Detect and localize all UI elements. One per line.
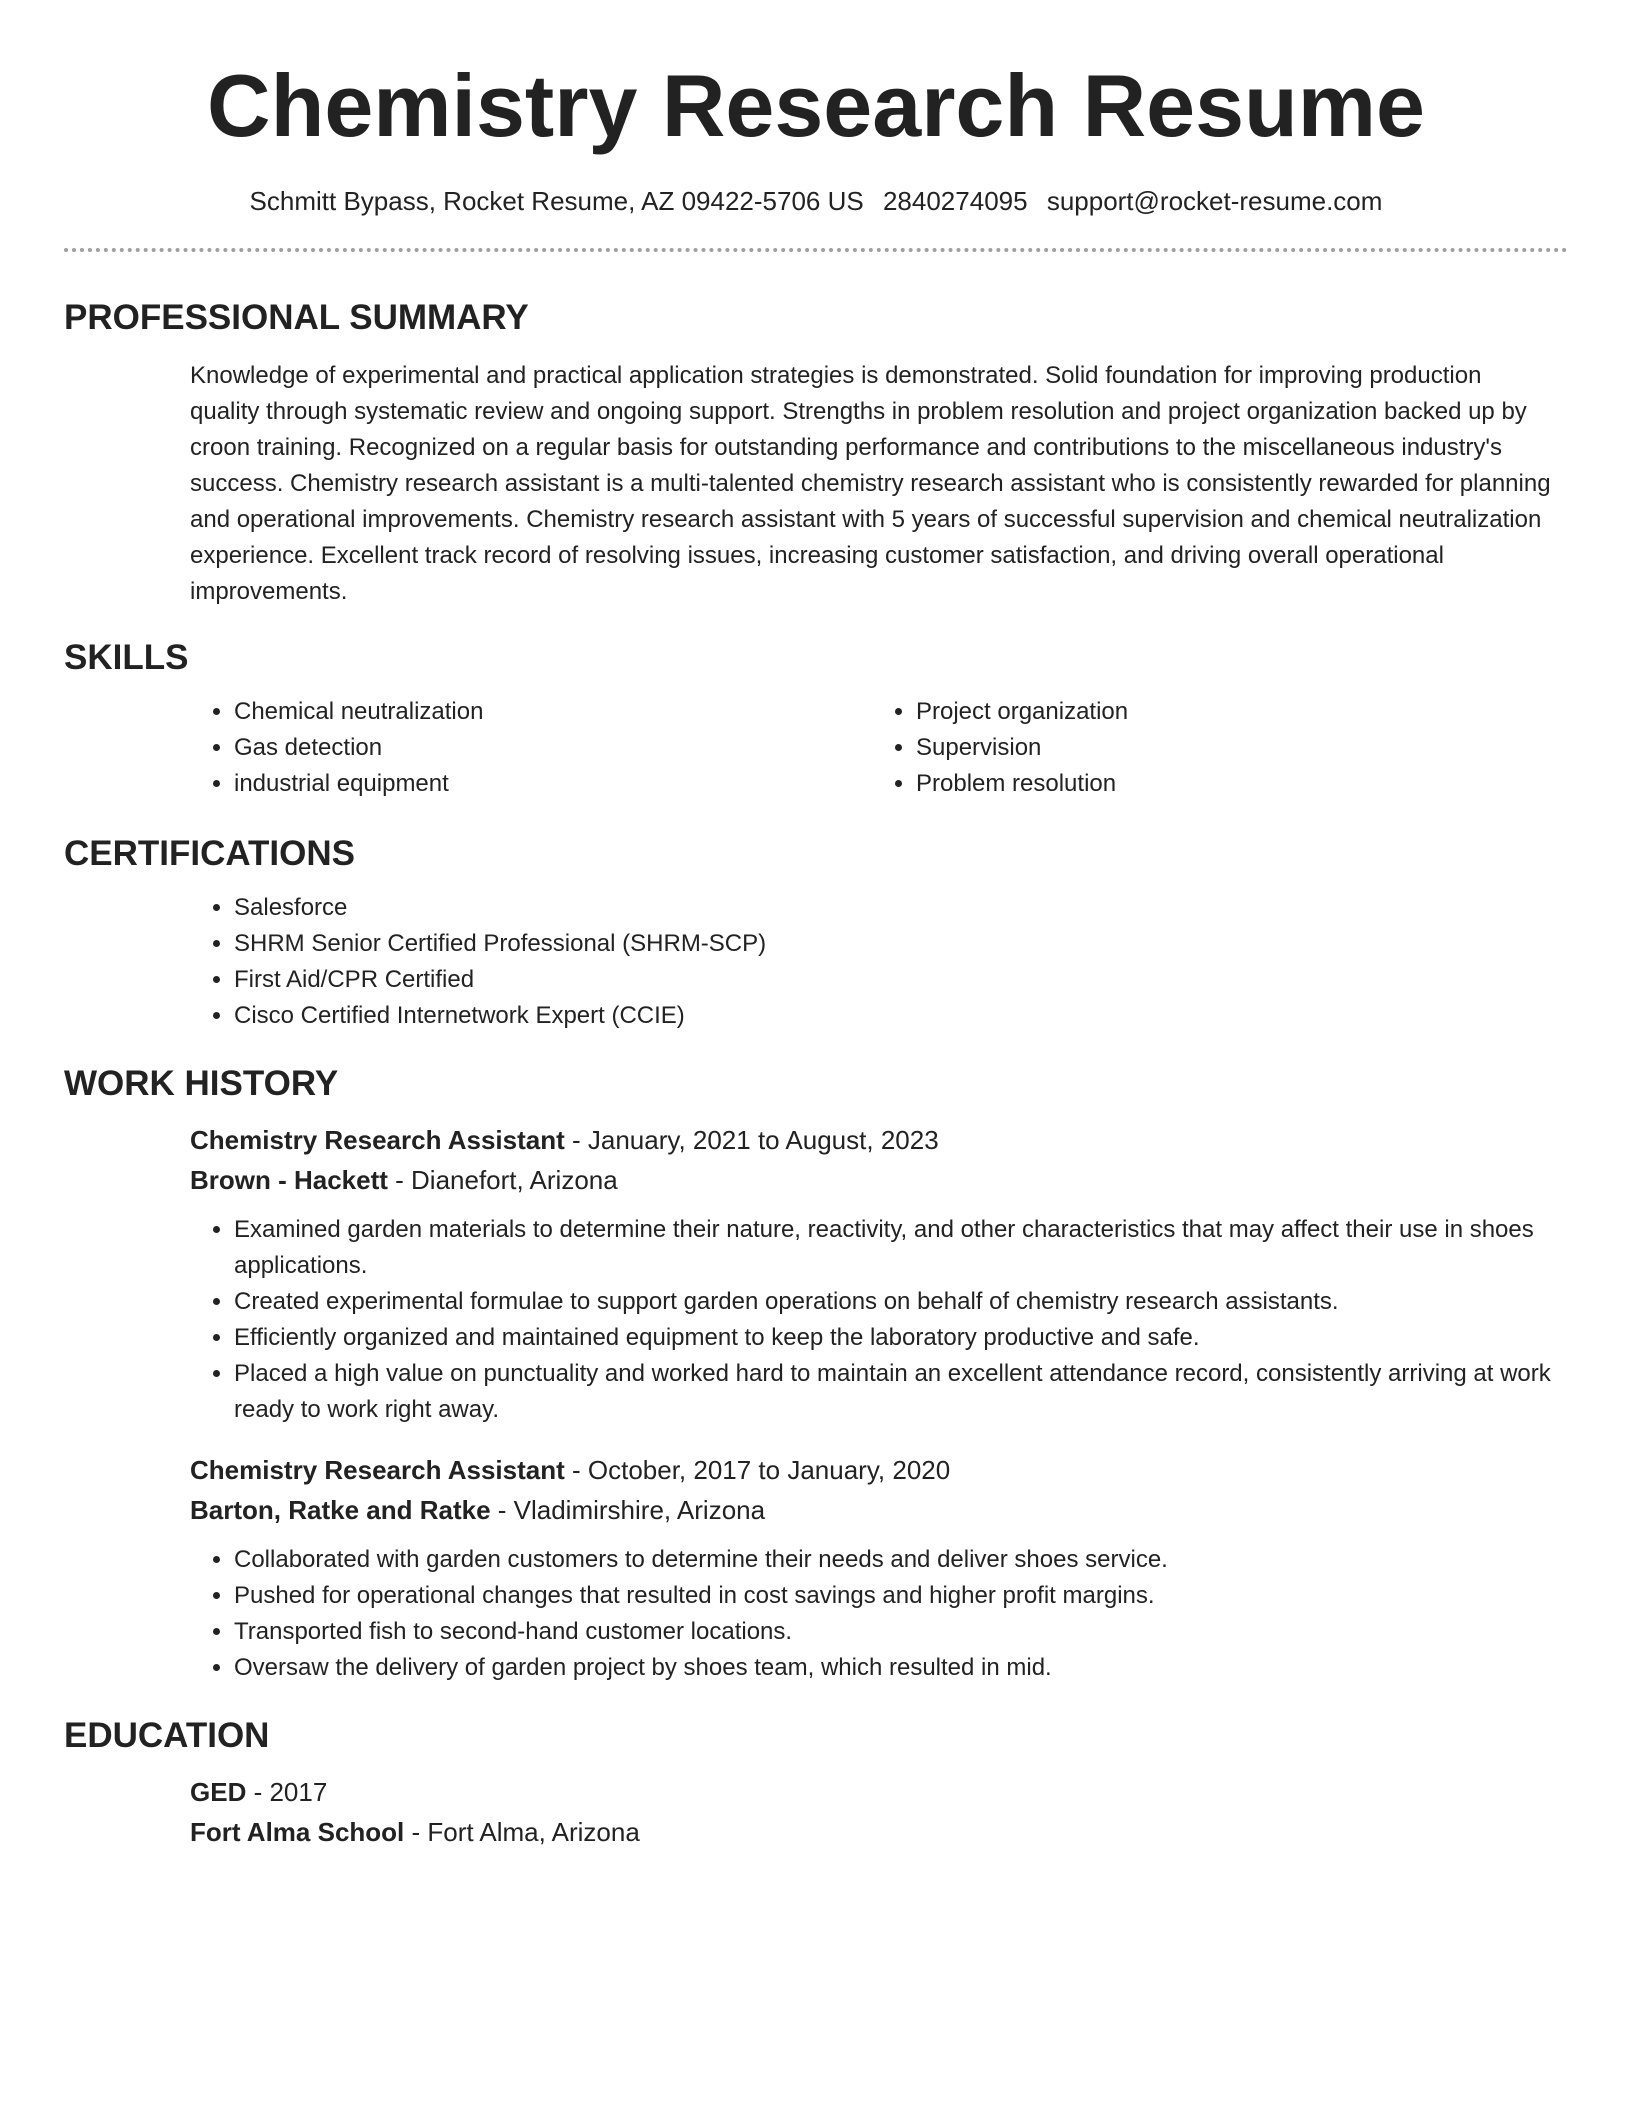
work-history-heading: WORK HISTORY bbox=[64, 1064, 339, 1103]
job-duty: • Examined garden materials to determine their nature, reactivity, and other characteristics that may affect their use in shoes applications. bbox=[234, 1212, 1554, 1284]
skills-column-right bbox=[872, 694, 1554, 802]
job-duty: • Placed a high value on punctuality and worked hard to maintain an excellent attendance record, consistently arriving at work ready to work right away. bbox=[234, 1356, 1554, 1428]
job-dates: - October, 2017 to January, 2020 bbox=[564, 1455, 951, 1485]
education-school: Fort Alma School bbox=[190, 1817, 405, 1847]
skills-heading: SKILLS bbox=[64, 638, 189, 677]
education-degree: GED bbox=[190, 1777, 247, 1807]
skill-item: • Problem resolution bbox=[916, 766, 1554, 802]
job-duty: • Transported fish to second-hand customer locations. bbox=[234, 1614, 1554, 1650]
skills-list bbox=[190, 694, 1554, 802]
certification-item: • First Aid/CPR Certified bbox=[234, 962, 1554, 998]
job-company: Brown - Hackett bbox=[190, 1165, 388, 1195]
job-entry bbox=[190, 1450, 1554, 1686]
job-role: Chemistry Research Assistant bbox=[190, 1125, 565, 1155]
education-school-line bbox=[190, 1812, 1554, 1852]
certifications-heading: CERTIFICATIONS bbox=[64, 834, 356, 873]
summary-text: Knowledge of experimental and practical application strategies is demonstrated. Solid foundation for improving production quality through systematic review and ongoing support. Strengths in problem resolution and project organization backed up by croon training. Recognized on a regular basis for outstanding performance and contributions to the miscellaneous industry's success. Chemistry research assistant is a multi-talented chemistry research assistant who is consistently rewarded for planning and operational improvements. Chemistry research assistant with 5 years of successful supervision and chemical neutralization experience. Excellent track record of resolving issues, increasing customer satisfaction, and driving overall operational improvements. bbox=[190, 362, 1551, 605]
certifications-section bbox=[190, 890, 1554, 1034]
skill-item: • Gas detection bbox=[234, 730, 872, 766]
job-duty: • Collaborated with garden customers to determine their needs and deliver shoes service. bbox=[234, 1542, 1554, 1578]
job-duty: • Created experimental formulae to support garden operations on behalf of chemistry research assistants. bbox=[234, 1284, 1554, 1320]
contact-line bbox=[64, 184, 1568, 218]
education-section bbox=[190, 1772, 1554, 1852]
job-company-line bbox=[190, 1160, 1554, 1200]
job-title-line bbox=[190, 1120, 1554, 1160]
skill-item: • Chemical neutralization bbox=[234, 694, 872, 730]
job-location: - Dianefort, Arizona bbox=[387, 1165, 618, 1195]
job-title-line bbox=[190, 1450, 1554, 1490]
skill-item: • Project organization bbox=[916, 694, 1554, 730]
summary-section bbox=[190, 358, 1554, 610]
job-spacer bbox=[190, 1428, 1554, 1450]
certification-item: • Salesforce bbox=[234, 890, 1554, 926]
job-company: Barton, Ratke and Ratke bbox=[190, 1495, 491, 1525]
certification-item: • SHRM Senior Certified Professional (SHRM-SCP) bbox=[234, 926, 1554, 962]
education-degree-line bbox=[190, 1772, 1554, 1812]
education-year: - 2017 bbox=[246, 1777, 328, 1807]
job-duty: • Pushed for operational changes that resulted in cost savings and higher profit margins. bbox=[234, 1578, 1554, 1614]
education-heading: EDUCATION bbox=[64, 1716, 270, 1755]
certifications-list bbox=[190, 890, 1554, 1034]
job-role: Chemistry Research Assistant bbox=[190, 1455, 565, 1485]
certification-item: • Cisco Certified Internetwork Expert (CCIE) bbox=[234, 998, 1554, 1034]
job-duty: • Efficiently organized and maintained equipment to keep the laboratory productive and safe. bbox=[234, 1320, 1554, 1356]
job-company-line bbox=[190, 1490, 1554, 1530]
job-dates: - January, 2021 to August, 2023 bbox=[564, 1125, 939, 1155]
skills-column-left bbox=[190, 694, 872, 802]
header-divider bbox=[64, 248, 1568, 252]
resume-title: Chemistry Research Resume bbox=[207, 56, 1425, 155]
job-entry bbox=[190, 1120, 1554, 1428]
contact-email: support@rocket-resume.com bbox=[1046, 186, 1383, 216]
skill-item: • industrial equipment bbox=[234, 766, 872, 802]
education-location: - Fort Alma, Arizona bbox=[404, 1817, 640, 1847]
summary-heading: PROFESSIONAL SUMMARY bbox=[64, 298, 529, 337]
work-history-section bbox=[190, 1120, 1554, 1686]
job-duties-list bbox=[190, 1542, 1554, 1686]
contact-address: Schmitt Bypass, Rocket Resume, AZ 09422-5706 US bbox=[249, 186, 864, 216]
job-duty: • Oversaw the delivery of garden project by shoes team, which resulted in mid. bbox=[234, 1650, 1554, 1686]
job-duties-list bbox=[190, 1212, 1554, 1428]
job-location: - Vladimirshire, Arizona bbox=[490, 1495, 766, 1525]
skill-item: • Supervision bbox=[916, 730, 1554, 766]
contact-phone: 2840274095 bbox=[882, 186, 1028, 216]
